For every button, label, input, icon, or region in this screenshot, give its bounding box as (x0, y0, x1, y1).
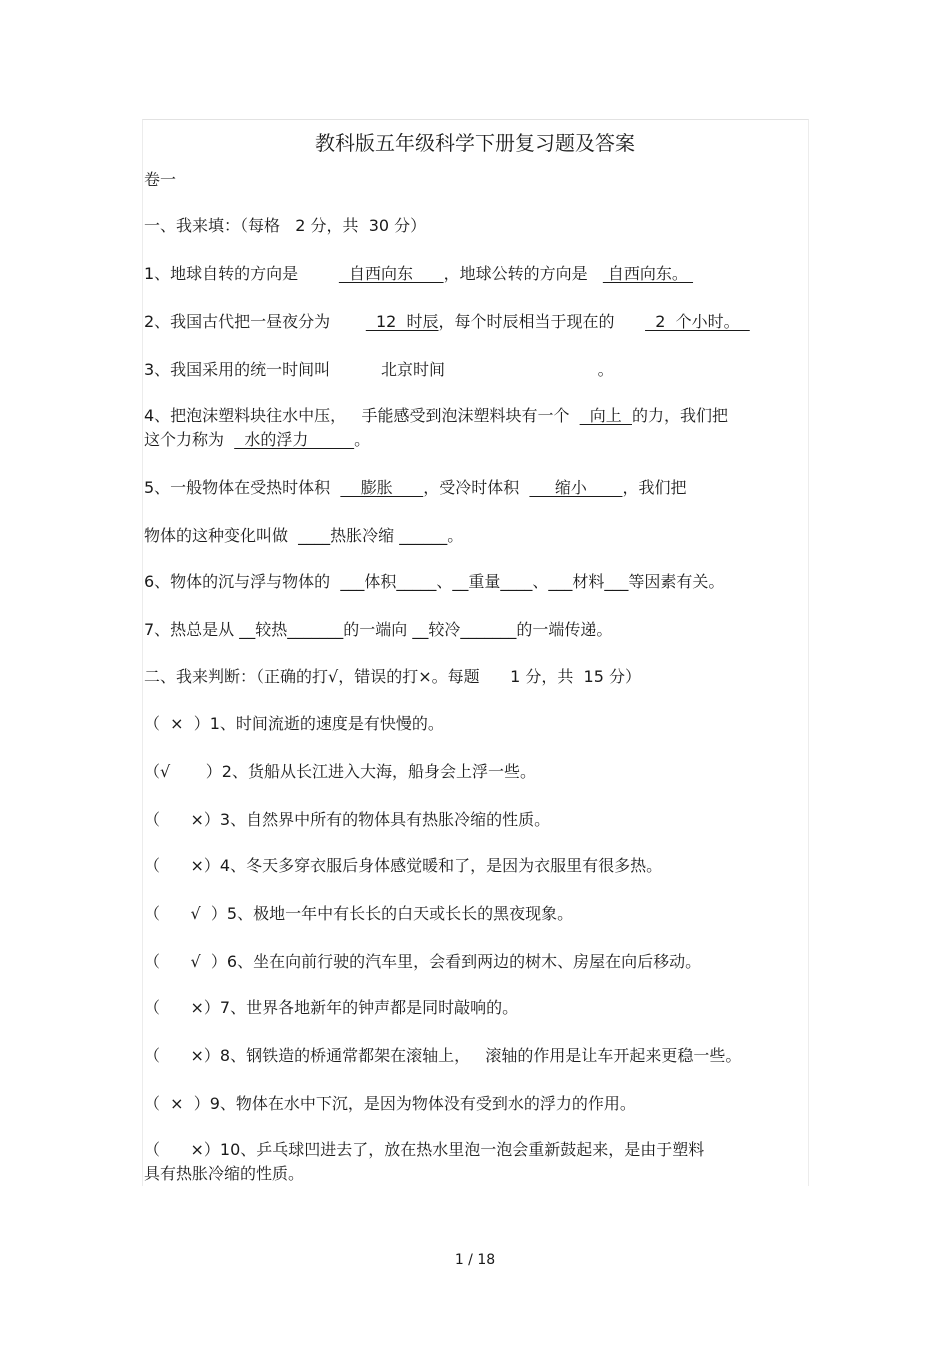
q5-answer-1: 膨胀 (340, 478, 424, 497)
q1-text: 1、地球自转的方向是 (144, 264, 339, 283)
q4-text-2: 的力，我们把 (631, 406, 728, 425)
question-6: 6、物体的沉与浮与物体的 ___体积_____、__重量____、___材料___等因素有关。 (144, 572, 725, 591)
judge-item-4: （ ×）4、冬天多穿衣服后身体感觉暖和了，是因为衣服里有很多热。 (144, 856, 663, 875)
judge-item-5: （ √ ）5、极地一年中有长长的白天或长长的黑夜现象。 (144, 904, 574, 923)
judge-item-3: （ ×）3、自然界中所有的物体具有热胀冷缩的性质。 (144, 810, 551, 829)
q5-text: 5、一般物体在受热时体积 (144, 478, 341, 497)
q4-text-3: 这个力称为 (144, 430, 235, 449)
q4-text-4: 。 (354, 430, 371, 449)
question-5 (144, 478, 686, 498)
question-3: 3、我国采用的统一时间叫 北京时间 。 (144, 360, 614, 379)
judge-item-10-line-2: 具有热胀冷缩的性质。 (144, 1164, 305, 1183)
q5-answer-2: 缩小 (529, 478, 623, 497)
document-title: 教科版五年级科学下册复习题及答案 (315, 131, 635, 155)
judge-item-6: （ √ ）6、坐在向前行驶的汽车里，会看到两边的树木、房屋在向后移动。 (144, 952, 702, 971)
section2-heading: 二、我来判断：（正确的打√，错误的打×。每题 1 分，共 15 分） (144, 667, 642, 686)
q1-answer-2: 自西向东。 (602, 264, 694, 283)
page-number: 1 / 18 (454, 1252, 496, 1268)
q4-answer-1: 向上 (579, 406, 632, 425)
q5-text-3: ，我们把 (622, 478, 687, 497)
q2-text: 2、我国古代把一昼夜分为 (144, 312, 366, 331)
question-5-line-2: 物体的这种变化叫做 ____热胀冷缩 ______。 (144, 526, 464, 545)
judge-item-7: （ ×）7、世界各地新年的钟声都是同时敲响的。 (144, 998, 519, 1017)
volume-label: 卷一 (144, 170, 177, 189)
q1-answer-1: 自西向东 (338, 264, 444, 283)
q2-answer-1: 12 时辰 (365, 312, 439, 331)
judge-item-9: （ × ）9、物体在水中下沉，是因为物体没有受到水的浮力的作用。 (144, 1094, 636, 1113)
q2-answer-2: 2 个小时。 (645, 312, 750, 331)
question-1 (144, 264, 693, 284)
judge-item-10: （ ×）10、乒乓球凹进去了，放在热水里泡一泡会重新鼓起来，是由于塑料 (144, 1140, 705, 1159)
question-2 (144, 312, 750, 332)
q5-text-2: ，受冷时体积 (423, 478, 530, 497)
section1-heading: 一、我来填：（每格 2 分，共 30 分） (144, 216, 427, 235)
q4-text: 4、把泡沫塑料块往水中压， 手能感受到泡沫塑料块有一个 (144, 406, 580, 425)
judge-item-8: （ ×）8、钢铁造的桥通常都架在滚轴上， 滚轴的作用是让车开起来更稳一些。 (144, 1046, 742, 1065)
question-4-line-2 (144, 430, 370, 450)
q4-answer-2: 水的浮力 (234, 430, 355, 449)
judge-item-1: （ × ）1、时间流逝的速度是有快慢的。 (144, 714, 444, 733)
q1-text-2: ，地球公转的方向是 (443, 264, 603, 283)
question-4 (144, 406, 728, 426)
q2-text-2: ，每个时辰相当于现在的 (438, 312, 646, 331)
judge-item-2: （√ ）2、货船从长江进入大海，船身会上浮一些。 (144, 762, 536, 781)
question-7: 7、热总是从 __较热_______的一端向 __较冷_______的一端传递。 (144, 620, 613, 639)
